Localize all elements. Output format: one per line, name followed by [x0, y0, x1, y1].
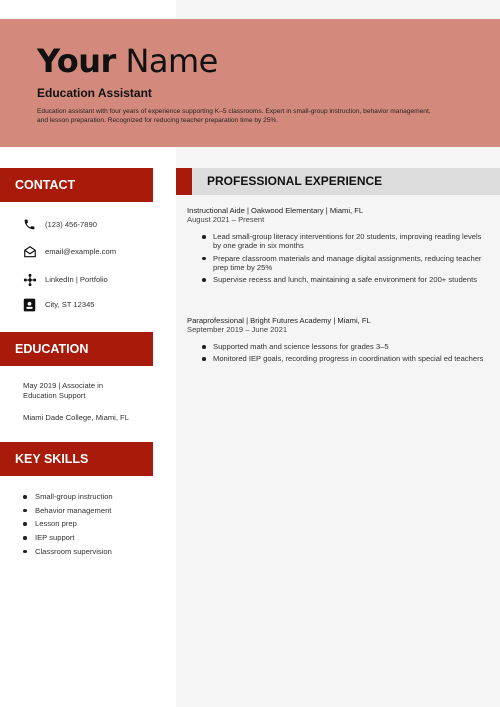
phone-text[interactable]: (123) 456-7890	[45, 220, 97, 229]
skill-item: Small-group instruction	[23, 490, 113, 504]
envelope-icon	[22, 244, 37, 259]
education-school: Miami Dade College, Miami, FL	[23, 413, 129, 422]
id-card-icon	[22, 297, 37, 312]
links-text[interactable]: LinkedIn | Portfolio	[45, 275, 108, 284]
job-dates: September 2019 – June 2021	[187, 325, 288, 334]
education-heading: EDUCATION	[0, 332, 153, 366]
candidate-name	[37, 42, 218, 80]
job-bullet: Prepare classroom materials and manage digital assignments, reducing teacher prep time by 25%	[187, 254, 487, 272]
skills-list	[23, 490, 113, 558]
job-entry	[187, 206, 487, 288]
job-dates: August 2021 – Present	[187, 215, 265, 224]
job-role: Paraprofessional | Bright Futures Academy | Miami, FL	[187, 316, 371, 325]
job-entry	[187, 316, 487, 367]
skill-item: IEP support	[23, 531, 113, 545]
header-banner	[0, 19, 500, 147]
heading-accent	[176, 168, 192, 195]
job-bullet: Lead small-group literacy interventions for 20 students, improving reading levels by one grade in six months	[187, 232, 487, 250]
contact-email	[22, 244, 116, 259]
skills-heading: KEY SKILLS	[0, 442, 153, 476]
job-role: Instructional Aide | Oakwood Elementary | Miami, FL	[187, 206, 364, 215]
job-bullet: Monitored IEP goals, recording progress in coordination with special ed teachers	[187, 354, 487, 363]
phone-icon	[22, 217, 37, 232]
email-text[interactable]: email@example.com	[45, 247, 117, 256]
skill-item: Behavior management	[23, 504, 113, 518]
job-bullets	[187, 232, 487, 284]
experience-heading-bar	[176, 168, 500, 195]
contact-location	[22, 297, 95, 312]
job-bullet: Supervise recess and lunch, maintaining a safe environment for 200+ students	[187, 275, 487, 284]
job-bullet: Supported math and science lessons for grades 3–5	[187, 342, 487, 351]
contact-phone	[22, 217, 97, 232]
job-bullets	[187, 342, 487, 364]
contact-heading: CONTACT	[0, 168, 153, 202]
experience-heading: PROFESSIONAL EXPERIENCE	[207, 174, 383, 188]
education-degree: May 2019 | Associate in Education Support	[23, 381, 104, 400]
job-title: Education Assistant	[37, 86, 152, 100]
location-text: City, ST 12345	[45, 300, 95, 309]
skill-item: Lesson prep	[23, 517, 113, 531]
skill-item: Classroom supervision	[23, 545, 113, 559]
last-name: Name	[125, 42, 218, 80]
network-icon	[22, 272, 37, 287]
first-name: Your	[37, 42, 116, 80]
contact-links	[22, 272, 108, 287]
summary: Education assistant with four years of experience supporting K–5 classrooms. Expert in small-group instruction, behavior management, and lesson preparation. Recognized for reducing teacher preparation time by 25%.	[37, 108, 431, 124]
